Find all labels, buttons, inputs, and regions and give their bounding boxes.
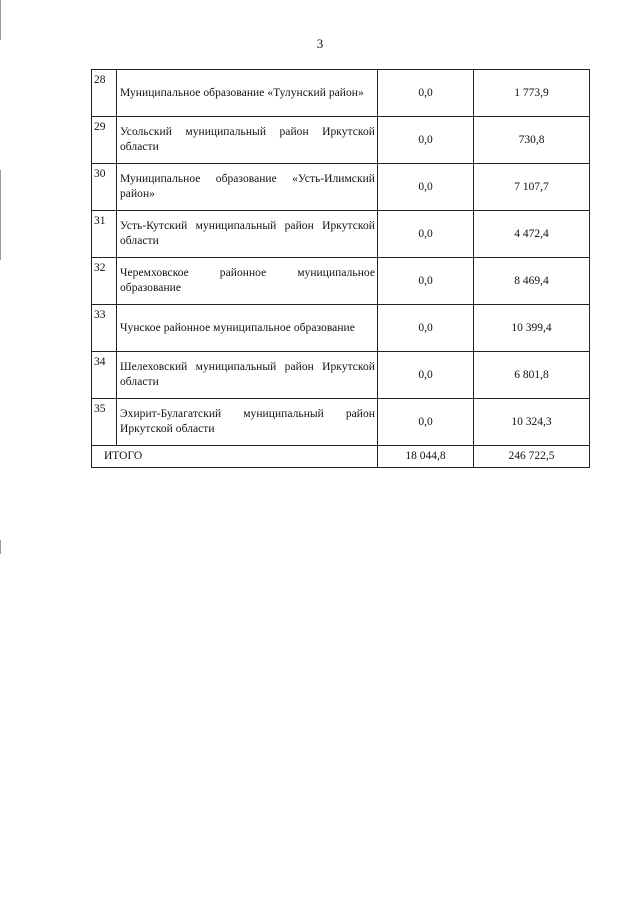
municipality-name: Усть-Кутский муниципальный район Иркутской области: [117, 211, 378, 258]
municipality-name: Усольский муниципальный район Иркутской области: [117, 117, 378, 164]
municipality-name: Муниципальное образование «Тулунский район»: [117, 70, 378, 117]
value-column-2: 10 324,3: [474, 399, 590, 446]
row-number: 29: [92, 117, 117, 164]
value-column-1: 0,0: [378, 305, 474, 352]
table-row: [92, 211, 590, 258]
value-column-1: 0,0: [378, 352, 474, 399]
municipality-name: Шелеховский муниципальный район Иркутской области: [117, 352, 378, 399]
row-number: 31: [92, 211, 117, 258]
row-number: 35: [92, 399, 117, 446]
table-row: [92, 70, 590, 117]
table-row: [92, 352, 590, 399]
total-label: ИТОГО: [92, 446, 378, 468]
value-column-2: 7 107,7: [474, 164, 590, 211]
value-column-2: 4 472,4: [474, 211, 590, 258]
scan-edge-mark: [0, 540, 1, 554]
value-column-1: 0,0: [378, 164, 474, 211]
allocation-table: [91, 69, 590, 468]
value-column-1: 0,0: [378, 399, 474, 446]
municipality-name: Черемховское районное муниципальное образование: [117, 258, 378, 305]
row-number: 30: [92, 164, 117, 211]
row-number: 34: [92, 352, 117, 399]
table-row: [92, 258, 590, 305]
row-number: 33: [92, 305, 117, 352]
row-number: 32: [92, 258, 117, 305]
value-column-1: 0,0: [378, 258, 474, 305]
value-column-2: 8 469,4: [474, 258, 590, 305]
value-column-1: 0,0: [378, 70, 474, 117]
value-column-2: 1 773,9: [474, 70, 590, 117]
total-value-2: 246 722,5: [474, 446, 590, 468]
value-column-2: 10 399,4: [474, 305, 590, 352]
total-row: [92, 446, 590, 468]
value-column-1: 0,0: [378, 117, 474, 164]
row-number: 28: [92, 70, 117, 117]
value-column-1: 0,0: [378, 211, 474, 258]
value-column-2: 730,8: [474, 117, 590, 164]
page-number: 3: [316, 36, 324, 51]
table-row: [92, 399, 590, 446]
value-column-2: 6 801,8: [474, 352, 590, 399]
table-row: [92, 164, 590, 211]
table-row: [92, 117, 590, 164]
scan-edge-mark: [0, 170, 1, 260]
total-value-1: 18 044,8: [378, 446, 474, 468]
municipality-name: Чунское районное муниципальное образование: [117, 305, 378, 352]
municipality-name: Муниципальное образование «Усть-Илимский район»: [117, 164, 378, 211]
municipality-name: Эхирит-Булагатский муниципальный район Иркутской области: [117, 399, 378, 446]
scan-edge-mark: [0, 0, 1, 40]
table-row: [92, 305, 590, 352]
